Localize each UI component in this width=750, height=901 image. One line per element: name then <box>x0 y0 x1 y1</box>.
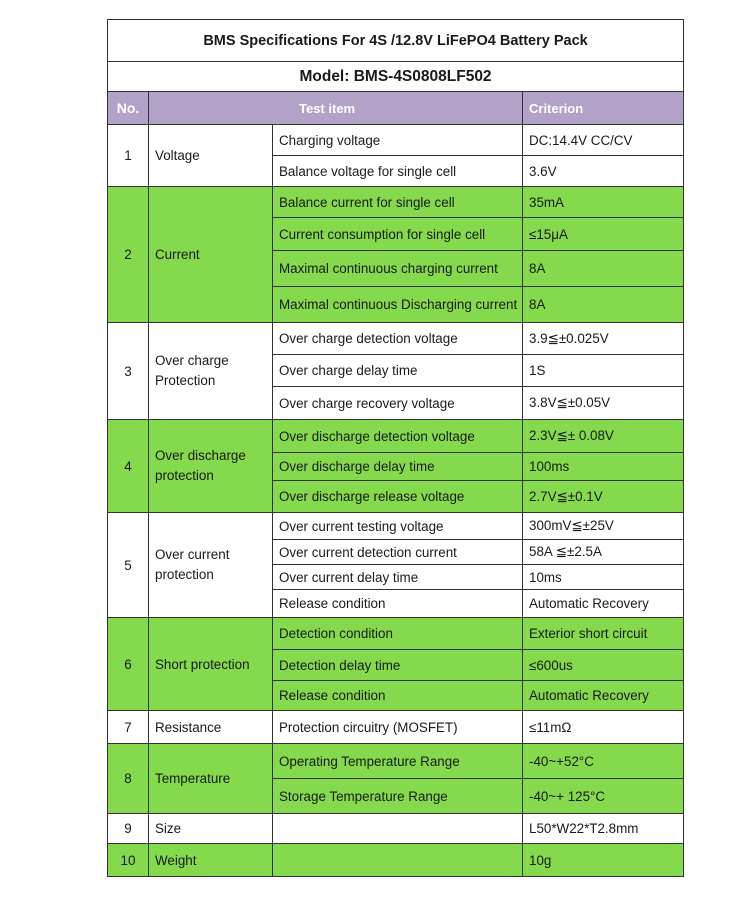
test-item: Maximal continuous Discharging current <box>273 287 523 323</box>
table-row <box>108 814 684 844</box>
criterion-value: L50*W22*T2.8mm <box>523 814 684 844</box>
criterion-value: 58A ≦±2.5A <box>523 540 684 565</box>
header-row <box>108 92 684 125</box>
test-item: Release condition <box>273 590 523 618</box>
table-row <box>108 618 684 650</box>
group-name: Voltage <box>149 125 273 187</box>
group-name: Resistance <box>149 711 273 744</box>
criterion-value: 10g <box>523 844 684 877</box>
test-item: Over charge recovery voltage <box>273 387 523 420</box>
criterion-value: 300mV≦±25V <box>523 513 684 540</box>
test-item: Detection condition <box>273 618 523 650</box>
criterion-value: 8A <box>523 251 684 287</box>
test-item: Over discharge detection voltage <box>273 420 523 453</box>
test-item: Current consumption for single cell <box>273 218 523 251</box>
table-title: BMS Specifications For 4S /12.8V LiFePO4 Battery Pack <box>108 20 684 62</box>
test-item: Over current detection current <box>273 540 523 565</box>
criterion-value: -40~+ 125°C <box>523 779 684 814</box>
test-item: Over current delay time <box>273 565 523 590</box>
table-row <box>108 323 684 355</box>
table-row <box>108 711 684 744</box>
group-number: 4 <box>108 420 149 513</box>
test-item: Release condition <box>273 681 523 711</box>
test-item <box>273 814 523 844</box>
criterion-value: 10ms <box>523 565 684 590</box>
model-label: Model: BMS-4S0808LF502 <box>108 62 684 92</box>
group-number: 9 <box>108 814 149 844</box>
header-test-item: Test item <box>149 92 523 125</box>
table-row <box>108 125 684 156</box>
group-number: 8 <box>108 744 149 814</box>
test-item: Balance voltage for single cell <box>273 156 523 187</box>
group-number: 2 <box>108 187 149 323</box>
test-item: Maximal continuous charging current <box>273 251 523 287</box>
test-item: Storage Temperature Range <box>273 779 523 814</box>
test-item: Detection delay time <box>273 650 523 681</box>
criterion-value: 35mA <box>523 187 684 218</box>
group-number: 3 <box>108 323 149 420</box>
group-name: Current <box>149 187 273 323</box>
criterion-value: Exterior short circuit <box>523 618 684 650</box>
group-name: Short protection <box>149 618 273 711</box>
table-row <box>108 513 684 540</box>
group-name: Weight <box>149 844 273 877</box>
group-number: 1 <box>108 125 149 187</box>
header-no: No. <box>108 92 149 125</box>
group-name: Over charge Protection <box>149 323 273 420</box>
table-row <box>108 844 684 877</box>
table-row <box>108 744 684 779</box>
group-number: 5 <box>108 513 149 618</box>
criterion-value: Automatic Recovery <box>523 681 684 711</box>
group-name: Over discharge protection <box>149 420 273 513</box>
criterion-value: 1S <box>523 355 684 387</box>
test-item: Balance current for single cell <box>273 187 523 218</box>
test-item: Over discharge delay time <box>273 453 523 481</box>
test-item: Charging voltage <box>273 125 523 156</box>
criterion-value: ≤11mΩ <box>523 711 684 744</box>
header-criterion: Criterion <box>523 92 684 125</box>
criterion-value: 3.9≦±0.025V <box>523 323 684 355</box>
group-name: Over current protection <box>149 513 273 618</box>
test-item <box>273 844 523 877</box>
criterion-value: ≤15μA <box>523 218 684 251</box>
test-item: Protection circuitry (MOSFET) <box>273 711 523 744</box>
test-item: Operating Temperature Range <box>273 744 523 779</box>
table-row <box>108 187 684 218</box>
group-number: 10 <box>108 844 149 877</box>
criterion-value: -40~+52°C <box>523 744 684 779</box>
criterion-value: DC:14.4V CC/CV <box>523 125 684 156</box>
group-name: Size <box>149 814 273 844</box>
criterion-value: Automatic Recovery <box>523 590 684 618</box>
criterion-value: 2.3V≦± 0.08V <box>523 420 684 453</box>
criterion-value: 2.7V≦±0.1V <box>523 481 684 513</box>
group-number: 6 <box>108 618 149 711</box>
group-number: 7 <box>108 711 149 744</box>
test-item: Over current testing voltage <box>273 513 523 540</box>
criterion-value: ≤600us <box>523 650 684 681</box>
test-item: Over charge detection voltage <box>273 323 523 355</box>
criterion-value: 100ms <box>523 453 684 481</box>
group-name: Temperature <box>149 744 273 814</box>
test-item: Over discharge release voltage <box>273 481 523 513</box>
spec-table <box>107 19 684 877</box>
test-item: Over charge delay time <box>273 355 523 387</box>
criterion-value: 3.6V <box>523 156 684 187</box>
criterion-value: 3.8V≦±0.05V <box>523 387 684 420</box>
table-row <box>108 420 684 453</box>
criterion-value: 8A <box>523 287 684 323</box>
